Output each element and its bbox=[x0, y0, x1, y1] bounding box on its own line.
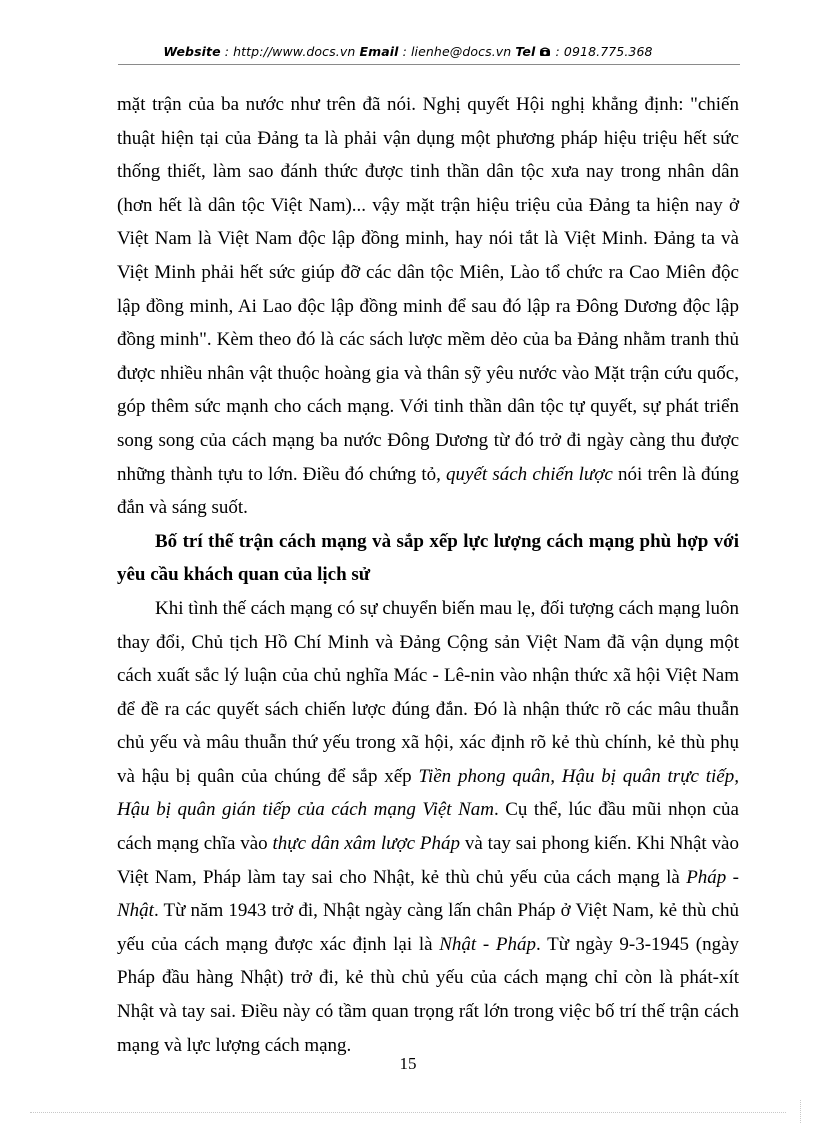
email-label: Email bbox=[359, 44, 399, 59]
paragraph-1-italic-a: quyết sách chiến lược bbox=[446, 463, 613, 485]
header-divider bbox=[118, 64, 740, 65]
paragraph-2 bbox=[117, 592, 739, 1062]
paragraph-2-text-a: Khi tình thế cách mạng có sự chuyển biến mau lẹ, đối tượng cách mạng luôn thay đổi, Chủ tịch Hồ Chí Minh và Đảng Cộng sản Việt Nam đã vận dụng một cách xuất sắc lý luận của chủ nghĩa Mác - Lê-nin vào nhận thức xã hội Việt Nam để đề ra các quyết sách chiến lược đúng đắn. Đó là nhận thức rõ các mâu thuẫn chủ yếu và mâu thuẫn thứ yếu trong xã hội, xác định rõ kẻ thù chính, kẻ thù phụ và hậu bị quân của chúng để sắp xếp bbox=[117, 597, 739, 787]
paragraph-1-text-b: nói trên là đúng đắn và sáng suốt. bbox=[117, 463, 740, 519]
paragraph-2-text-e: . Từ ngày 9-3-1945 (ngày Pháp đầu hàng Nhật) trở đi, kẻ thù chủ yếu của cách mạng chỉ còn là phát-xít Nhật và tay sai. Điều này có tầm quan trọng rất lớn trong việc bố trí thế trận cách mạng và lực lượng cách mạng. bbox=[117, 933, 740, 1056]
phone-icon bbox=[539, 45, 551, 60]
paragraph-2-text-d: . Từ năm 1943 trở đi, Nhật ngày càng lấn chân Pháp ở Việt Nam, kẻ thù chủ yếu của cách mạng được xác định lại là bbox=[117, 900, 739, 955]
paragraph-2-italic-b: thực dân xâm lược Pháp bbox=[272, 833, 461, 855]
tel-label: Tel bbox=[515, 44, 536, 59]
section-heading: Bố trí thế trận cách mạng và sắp xếp lực lượng cách mạng phù hợp với yêu cầu khách quan của lịch sử bbox=[117, 530, 739, 586]
paragraph-2-italic-d: Nhật - Pháp bbox=[439, 933, 537, 955]
page-header bbox=[0, 44, 816, 60]
document-body bbox=[117, 88, 739, 1062]
paragraph-2-italic-c: Pháp - Nhật bbox=[117, 866, 739, 922]
tel-value: : 0918.775.368 bbox=[555, 44, 653, 59]
paragraph-2-text-c: và tay sai phong kiến. Khi Nhật vào Việt Nam, Pháp làm tay sai cho Nhật, kẻ thù chủ yếu của cách mạng là bbox=[117, 833, 739, 888]
page-number: 15 bbox=[399, 1054, 417, 1073]
paragraph-2-text-b: . Cụ thể, lúc đầu mũi nhọn của cách mạng chĩa vào bbox=[117, 799, 739, 855]
website-label: Website bbox=[163, 44, 221, 59]
page-border-right bbox=[800, 1100, 801, 1123]
paragraph-1-text-a: mặt trận của ba nước như trên đã nói. Nghị quyết Hội nghị khẳng định: "chiến thuật hiện tại của Đảng ta là phải vận dụng một phương pháp hiệu triệu hết sức thống thiết, làm sao đánh thức được tinh thần dân tộc xưa nay trong nhân dân (hơn hết là dân tộc Việt Nam)... vậy mặt trận hiệu triệu của Đảng ta hiện nay ở Việt Nam là Việt Nam độc lập đồng minh, hay nói tắt là Việt Minh. Đảng ta và Việt Minh phải hết sức giúp đỡ các dân tộc Miên, Lào tổ chức ra Cao Miên độc lập đồng minh, Ai Lao độc lập đồng minh để sau đó lập ra Đông Dương độc lập đồng minh". Kèm theo đó là các sách lược mềm dẻo của ba Đảng nhằm tranh thủ được nhiều nhân vật thuộc hoàng gia và thân sỹ yêu nước vào Mặt trận cứu quốc, góp thêm sức mạnh cho cách mạng. Với tinh thần dân tộc tự quyết, sự phát triển song song của cách mạng ba nước Đông Dương từ đó trở đi ngày càng thu được những thành tựu to lớn. Điều đó chứng tỏ, bbox=[117, 94, 739, 485]
page-border-bottom bbox=[30, 1112, 786, 1113]
paragraph-2-italic-a: Tiền phong quân, Hậu bị quân trực tiếp, Hậu bị quân gián tiếp của cách mạng Việt Nam bbox=[117, 765, 739, 821]
email-value: : lienhe@docs.vn bbox=[402, 44, 512, 59]
paragraph-1 bbox=[117, 88, 739, 525]
website-value: : http://www.docs.vn bbox=[224, 44, 356, 59]
